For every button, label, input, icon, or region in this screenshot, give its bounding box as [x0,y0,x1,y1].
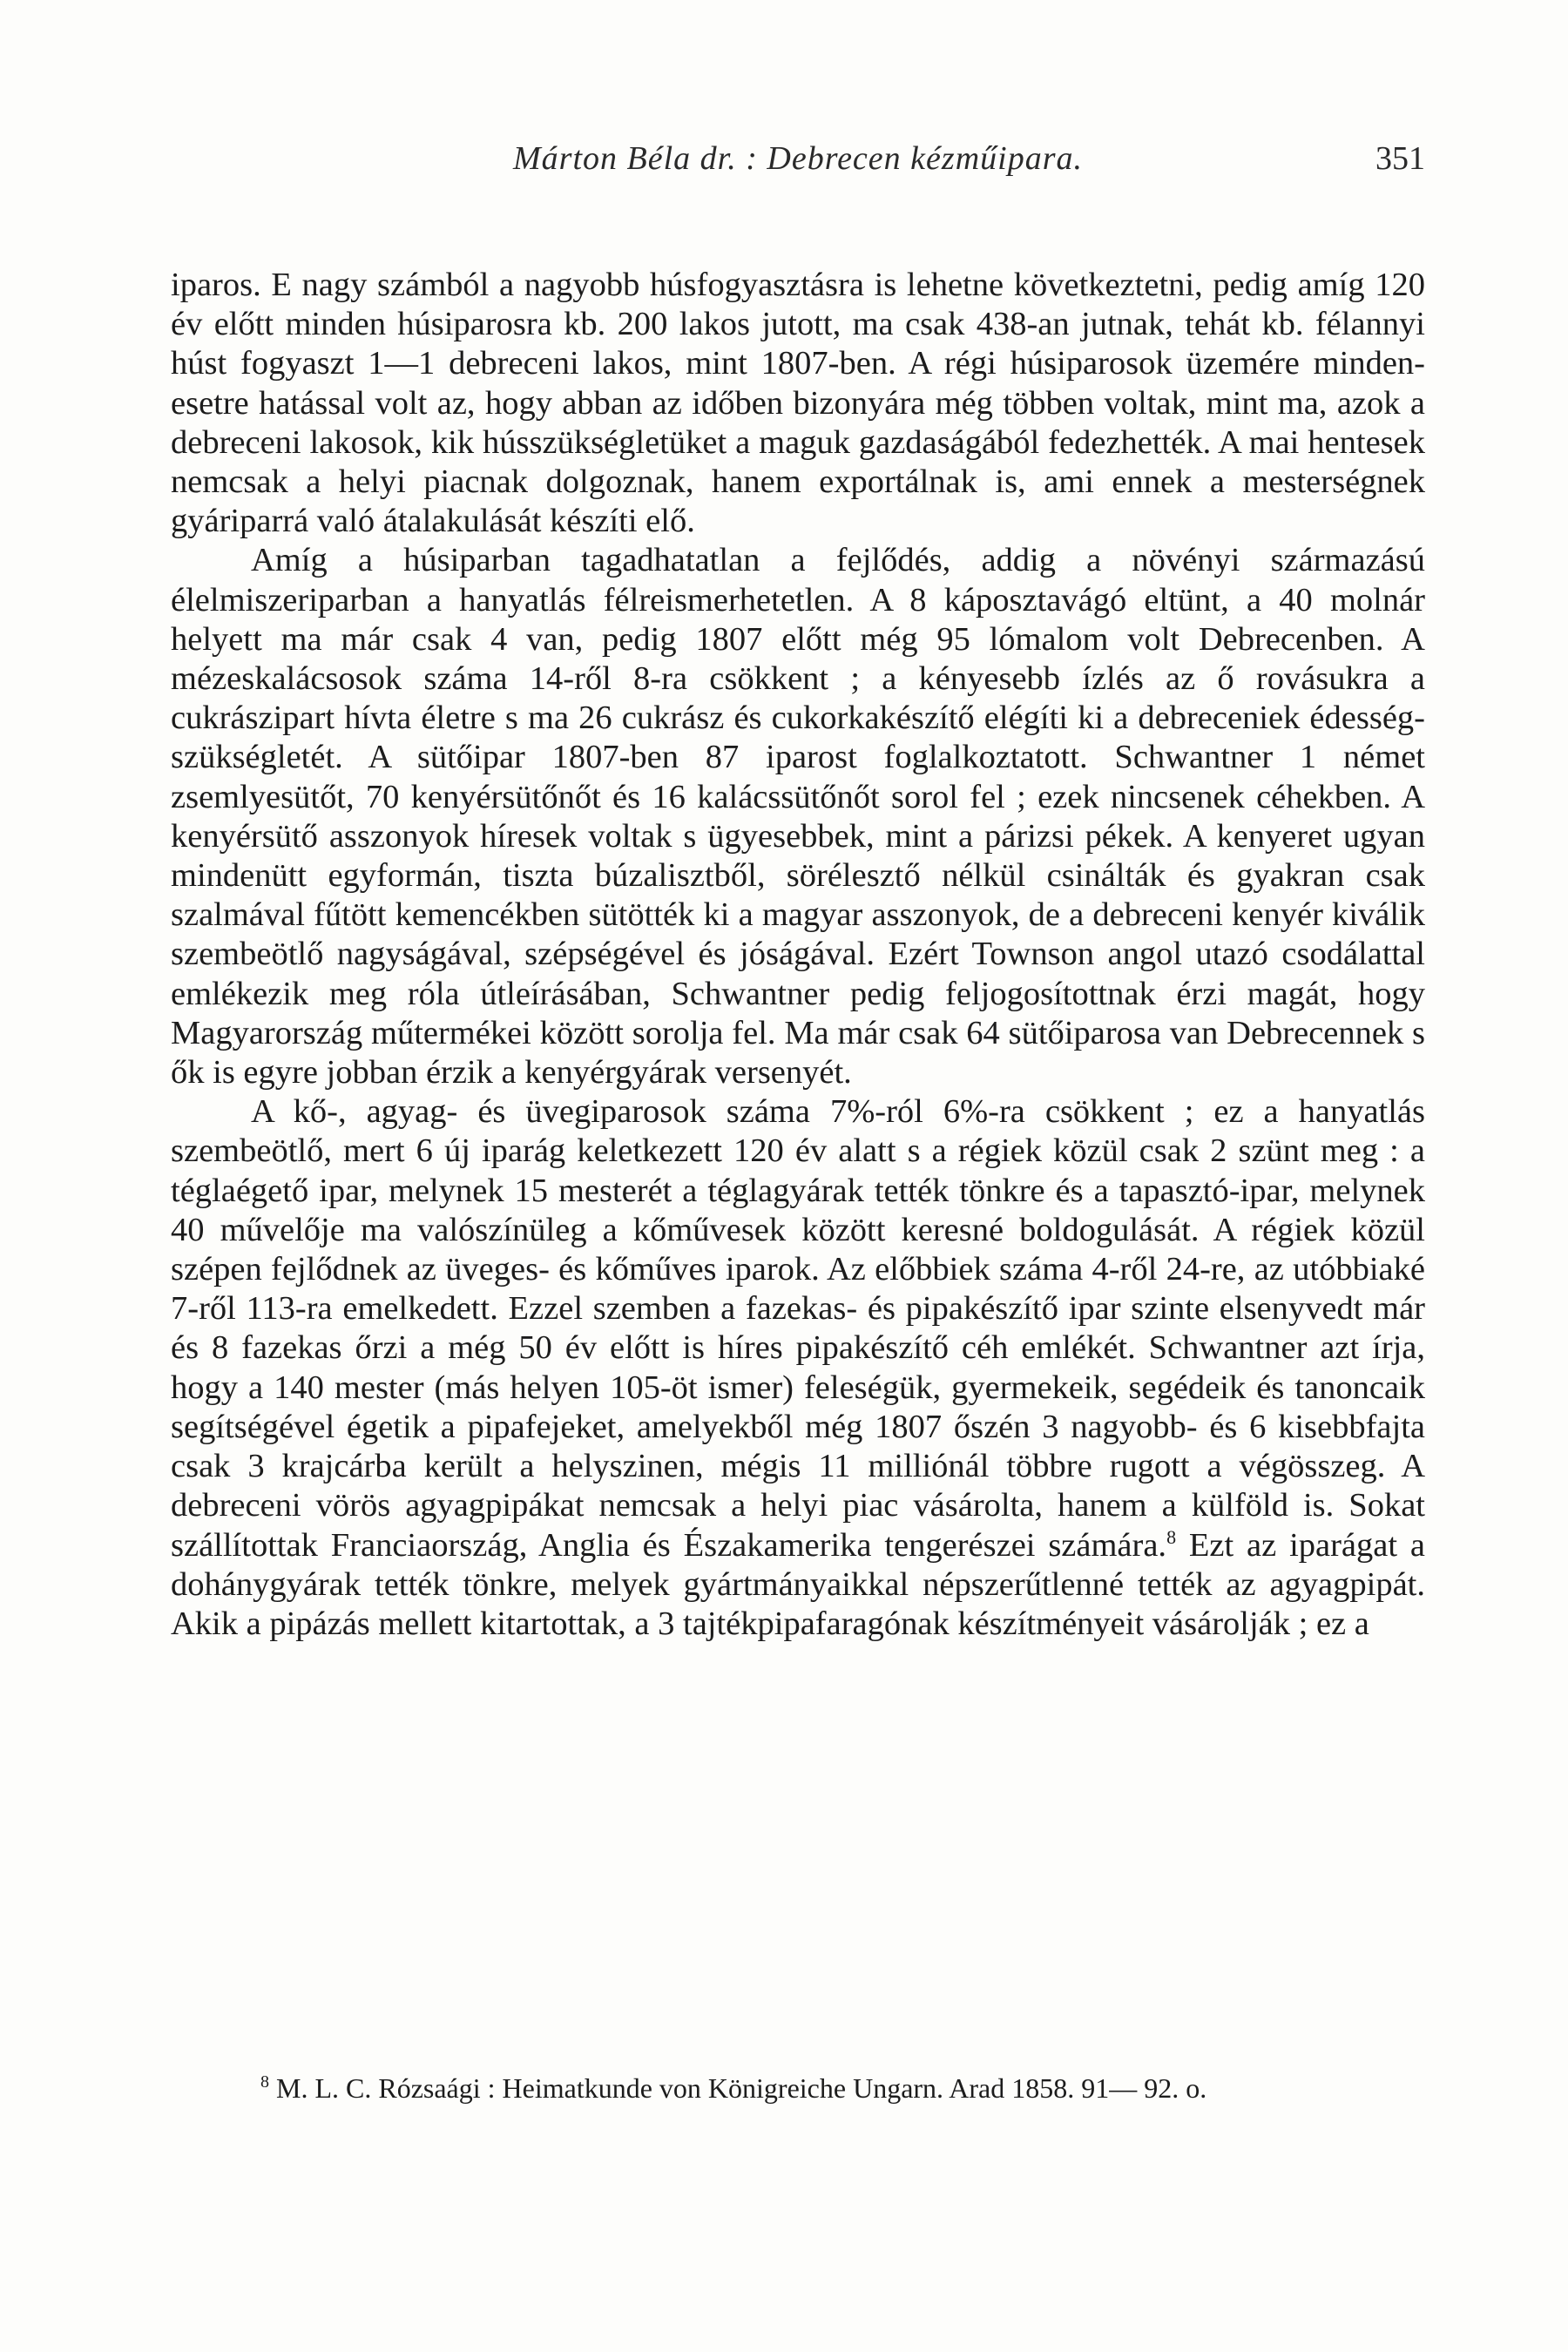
paragraph-1: iparos. E nagy számból a nagyobb húsfogyasztásra is lehetne következtetni, pedig amíg 120 év előtt minden húsiparosra kb. 200 lakos jutott, ma csak 438-an jutnak, tehát kb. félannyi húst fogyaszt 1—1 debreceni lakos, mint 1807-ben. A régi húsiparosok üzemére mindenesetre hatással volt az, hogy abban az időben bizonyára még többen voltak, mint ma, azok a debreceni lakosok, kik hússzükségletüket a maguk gazdaságából fedezhették. A mai hentesek nemcsak a helyi piacnak dolgoznak, hanem exportálnak is, ami ennek a mesterségnek gyáriparrá való átalakulását készíti elő. [171,267,1425,540]
page-header [171,139,1425,192]
footnote-mark: 8 [260,2072,269,2092]
footnote-entry [171,2069,1425,2107]
footnote-text: M. L. C. Rózsaági : Heimatkunde von Königreiche Ungarn. Arad 1858. 91— 92. o. [269,2072,1207,2104]
paragraph-3-text: A kő-, agyag- és üvegiparosok száma 7%-ról 6%-ra csökkent ; ez a hanyatlás szembeötlő, mert 6 új iparág keletkezett 120 év alatt s a régiek közül csak 2 szünt meg : a téglaégető ipar, melynek 15 mesterét a téglagyárak tették tönkre és a tapasztó-ipar, melynek 40 művelője ma valószínüleg a kőművesek között keresné boldogulását. A régiek közül szépen fejlődnek az üveges- és kőműves iparok. Az előbbiek száma 4-ről 24-re, az utóbbiaké 7-ről 113-ra emelkedett. Ezzel szemben a fazekas- és pipakészítő ipar szinte elsenyvedt már és 8 fazekas őrzi a még 50 év előtt is híres pipakészítő céh emlékét. Schwantner azt írja, hogy a 140 mester (más helyen 105-öt ismer) feleségük, gyermekeik, segédeik és tanoncaik segítségével égetik a pipafejeket, amelyekből még 1807 őszén 3 nagyobb- és 6 kisebbfajta csak 3 krajcárba került a helyszinen, mégis 11 milliónál többre rugott a végösszeg. A debreceni vörös agyagpipákat nemcsak a helyi piac vásárolta, hanem a külföld is. Sokat szállítottak Franciaország, Anglia és Északamerika tengerészei számára. [171,1093,1425,1564]
paragraph-3-text-continued: Ezt az iparágat a dohánygyárak tették tönkre, melyek gyártmányaikkal népszerűtlenné tették az agyagpipát. Akik a pipázás mellett kitartottak, a 3 tajtékpipafaragónak készítményeit vásárolják ; ez a [171,1526,1425,1642]
page-number: 351 [1375,140,1425,177]
body-text [171,266,1425,1644]
footnote [171,2069,1425,2107]
running-title: Márton Béla dr. : Debrecen kézműipara. [513,140,1083,177]
paragraph-2: Amíg a húsiparban tagadhatatlan a fejlődés, addig a növényi származású élelmiszeriparban a hanyatlás félreismerhetetlen. A 8 káposztavágó eltünt, a 40 molnár helyett ma már csak 4 van, pedig 1807 előtt még 95 lómalom volt Debrecenben. A mézeskalácsosok száma 14-ről 8-ra csökkent ; a kényesebb ízlés az ő rovásukra a cukrászipart hívta életre s ma 26 cukrász és cukorkakészítő elégíti ki a debreceniek édességszükségletét. A sütőipar 1807-ben 87 iparost foglalkoztatott. Schwantner 1 német zsemlyesütőt, 70 kenyérsütőnőt és 16 kalácssütőnőt sorol fel ; ezek nincsenek céhekben. A kenyérsütő asszonyok híresek voltak s ügyesebbek, mint a párizsi pékek. A kenyeret ugyan mindenütt egyformán, tiszta búzalisztből, sörélesztő nélkül csinálták és gyakran csak szalmával fűtött kemencékben sütötték ki a magyar asszonyok, de a debreceni kenyér kiválik szembeötlő nagyságával, szépségével és jóságával. Ezért Townson angol utazó csodálattal emlékezik meg róla útleírásában, Schwantner pedig feljogosítottnak érzi magát, hogy Magyarország műtermékei között sorolja fel. Ma már csak 64 sütőiparosa van Debrecennek s ők is egyre jobban érzik a kenyérgyárak versenyét. [171,542,1425,1092]
footnote-reference: 8 [1166,1525,1177,1548]
paragraph-3 [171,1092,1425,1644]
